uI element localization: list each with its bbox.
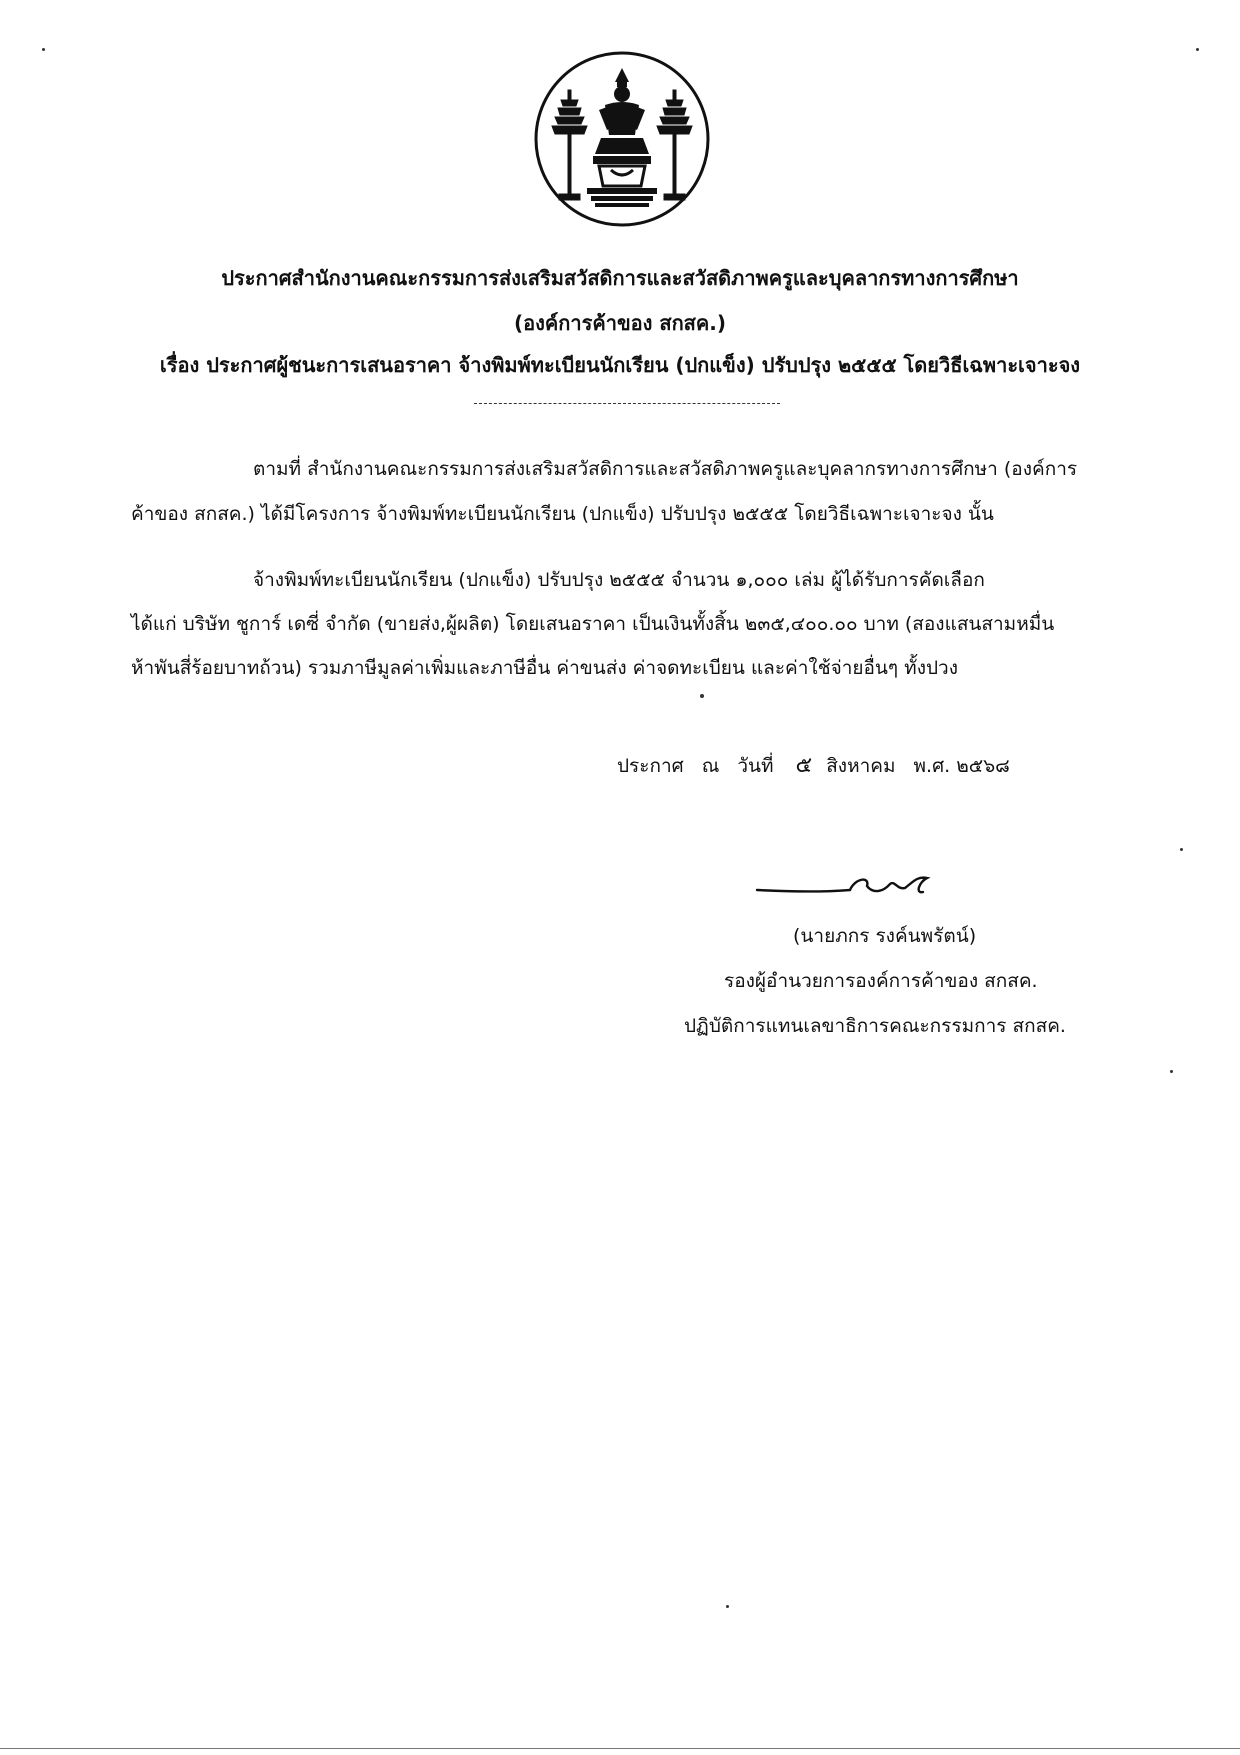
scan-speck — [700, 694, 704, 698]
scan-speck — [1180, 848, 1183, 851]
scan-speck — [1170, 1070, 1173, 1073]
scan-speck — [726, 1605, 729, 1608]
date-day-label: วันที่ — [737, 755, 774, 777]
paragraph-1-line-2: ค้าของ สกสค.) ได้มีโครงการ จ้างพิมพ์ทะเบียนนักเรียน (ปกแข็ง) ปรับปรุง ๒๕๕๕ โดยวิธีเฉพาะเจาะจง นั้น — [131, 503, 994, 525]
paragraph-2-line-3: ห้าพันสี่ร้อยบาทถ้วน) รวมภาษีมูลค่าเพิ่มและภาษีอื่น ค่าขนส่ง ค่าจดทะเบียน และค่าใช้จ่ายอื่นๆ ทั้งปวง — [131, 657, 958, 679]
announcement-heading: ประกาศสำนักงานคณะกรรมการส่งเสริมสวัสดิการและสวัสดิภาพครูและบุคลากรทางการศึกษา — [221, 266, 1019, 290]
announcement-date-line — [617, 752, 1010, 780]
handwritten-signature — [755, 868, 965, 908]
date-day-handwritten: ๕ — [795, 753, 813, 778]
signatory-title: รองผู้อำนวยการองค์การค้าของ สกสค. — [724, 970, 1038, 992]
paragraph-2-line-2: ได้แก่ บริษัท ชูการ์ เดซี่ จำกัด (ขายส่ง,ผู้ผลิต) โดยเสนอราคา เป็นเงินทั้งสิ้น ๒๓๕,๔๐๐.๐๐ บาท (สองแสนสามหมื่น — [131, 613, 1055, 635]
date-prefix: ประกาศ — [617, 755, 684, 777]
scan-speck — [1196, 48, 1199, 51]
scan-edge-line — [0, 1748, 1240, 1749]
announcement-subject: เรื่อง ประกาศผู้ชนะการเสนอราคา จ้างพิมพ์ทะเบียนนักเรียน (ปกแข็ง) ปรับปรุง ๒๕๕๕ โดยวิธีเฉพาะเจาะจง — [159, 353, 1081, 377]
date-month: สิงหาคม — [826, 755, 896, 777]
scan-speck — [42, 48, 45, 51]
signatory-name: (นายภกร รงค์นพรัตน์) — [793, 925, 977, 947]
signatory-acting-title: ปฏิบัติการแทนเลขาธิการคณะกรรมการ สกสค. — [684, 1015, 1066, 1037]
organization-seal-emblem — [533, 50, 711, 228]
date-na: ณ — [701, 755, 720, 777]
announcement-subheading: (องค์การค้าของ สกสค.) — [513, 311, 727, 335]
paragraph-1-line-1: ตามที่ สำนักงานคณะกรรมการส่งเสริมสวัสดิการและสวัสดิภาพครูและบุคลากรทางการศึกษา (องค์การ — [253, 458, 1078, 480]
paragraph-2-line-1: จ้างพิมพ์ทะเบียนนักเรียน (ปกแข็ง) ปรับปรุง ๒๕๕๕ จำนวน ๑,๐๐๐ เล่ม ผู้ได้รับการคัดเลือก — [253, 569, 985, 591]
date-year: พ.ศ. ๒๕๖๘ — [913, 755, 1010, 777]
header-divider — [474, 403, 780, 404]
